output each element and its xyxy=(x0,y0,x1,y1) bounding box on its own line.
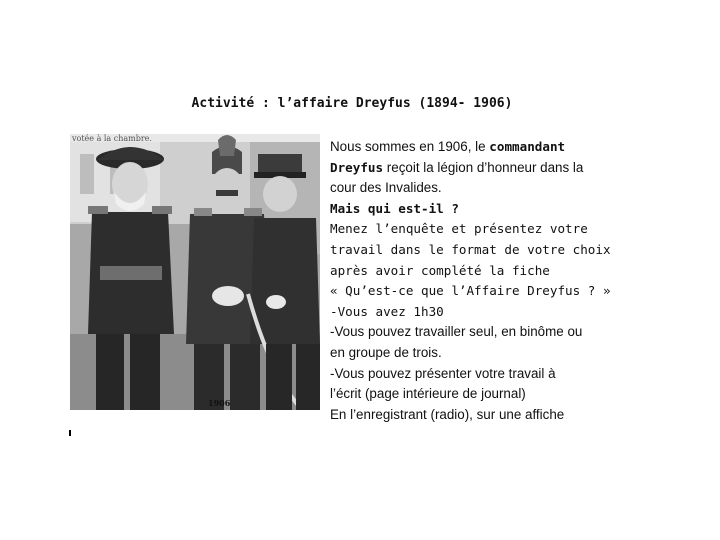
text-line: après avoir complété la fiche xyxy=(330,262,550,278)
text-line: Dreyfus reçoit la légion d’honneur dans la xyxy=(330,159,584,175)
text-line: En l’enregistrant (radio), sur une affiche xyxy=(330,406,565,422)
text-line: -Vous pouvez présenter votre travail à xyxy=(330,365,556,381)
text-line: -Vous avez 1h30 xyxy=(330,303,444,319)
photo-year-label: 1906 xyxy=(208,398,231,408)
text-line: l’écrit (page intérieure de journal) xyxy=(330,386,526,402)
text-line: cour des Invalides. xyxy=(330,180,442,196)
text-cursor xyxy=(69,430,71,436)
activity-instructions xyxy=(330,137,650,425)
page-title: Activité : l’affaire Dreyfus (1894- 1906) xyxy=(191,96,513,111)
text-line: travail dans le format de votre choix xyxy=(330,241,611,257)
historical-photo xyxy=(70,134,320,410)
text-line: Nous sommes en 1906, le commandant xyxy=(330,139,566,154)
bold-commandant: commandant xyxy=(489,139,566,154)
bold-dreyfus: Dreyfus xyxy=(330,159,384,175)
question-line: Mais qui est-il ? xyxy=(330,200,459,216)
text-line: Menez l’enquête et présentez votre xyxy=(330,221,588,237)
photo-caption: votée à la chambre. xyxy=(72,134,152,143)
text-line: -Vous pouvez travailler seul, en binôme ou xyxy=(330,324,583,340)
text-line: « Qu’est-ce que l’Affaire Dreyfus ? » xyxy=(330,283,611,299)
text-line: en groupe de trois. xyxy=(330,344,442,360)
